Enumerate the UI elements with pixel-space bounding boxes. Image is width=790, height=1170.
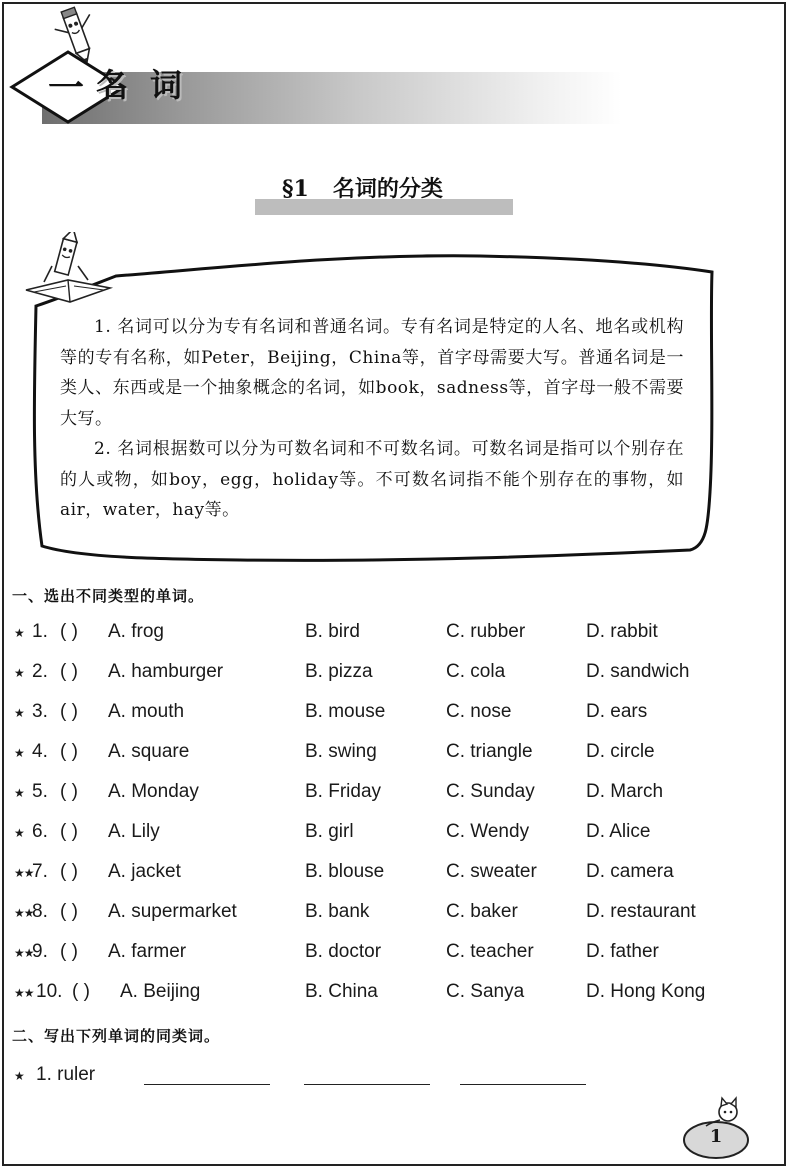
- note-paragraph: 1. 名词可以分为专有名词和普通名词。专有名词是特定的人名、地名或机构等的专有名称，如Peter，Beijing，China等，首字母需要大写。普通名词是一类人、东西或是一个抽象概念的名词，如book，sadness等，首字母一般不需要大写。: [60, 317, 684, 429]
- question-row: [0, 821, 790, 851]
- option-a: A. square: [108, 741, 190, 762]
- option-d: D. camera: [586, 861, 674, 882]
- option-d: D. Alice: [586, 821, 651, 842]
- difficulty-stars: ★★: [14, 986, 34, 1000]
- option-b: B. China: [305, 981, 378, 1002]
- section-title: [282, 172, 443, 203]
- option-b: B. doctor: [305, 941, 382, 962]
- option-b: B. Friday: [305, 781, 382, 802]
- answer-blank[interactable]: ( ): [60, 701, 78, 722]
- answer-blank[interactable]: ( ): [60, 661, 78, 682]
- option-c: C. rubber: [446, 621, 526, 642]
- option-b: B. swing: [305, 741, 377, 762]
- synonym-row: [0, 1064, 790, 1094]
- pencil-reading-icon: [22, 232, 114, 308]
- answer-blank[interactable]: ( ): [60, 861, 78, 882]
- option-d: D. March: [586, 781, 664, 802]
- exercise-2-heading: 二、写出下列单词的同类词。: [12, 1027, 221, 1045]
- difficulty-stars: ★: [14, 826, 24, 840]
- difficulty-stars: ★★: [14, 946, 34, 960]
- answer-blank[interactable]: ( ): [72, 981, 90, 1002]
- option-c: C. Sanya: [446, 981, 525, 1002]
- option-b: B. blouse: [305, 861, 385, 882]
- question-number: 3.: [32, 701, 48, 722]
- option-d: D. Hong Kong: [586, 981, 706, 1002]
- option-a: A. farmer: [108, 941, 187, 962]
- answer-blank[interactable]: ( ): [60, 821, 78, 842]
- chapter-number: 一: [47, 67, 84, 109]
- difficulty-stars: ★★: [14, 866, 34, 880]
- option-a: A. Lily: [108, 821, 160, 842]
- exercise-1-heading: 一、选出不同类型的单词。: [12, 587, 205, 605]
- answer-line[interactable]: [304, 1084, 430, 1085]
- difficulty-stars: ★: [14, 746, 24, 760]
- question-number: 8.: [32, 901, 48, 922]
- option-c: C. triangle: [446, 741, 533, 762]
- option-b: B. pizza: [305, 661, 373, 682]
- option-d: D. ears: [586, 701, 648, 722]
- answer-blank[interactable]: ( ): [60, 941, 78, 962]
- option-c: C. cola: [446, 661, 506, 682]
- question-row: [0, 941, 790, 971]
- option-c: C. Sunday: [446, 781, 535, 802]
- option-d: D. father: [586, 941, 659, 962]
- answer-blank[interactable]: ( ): [60, 901, 78, 922]
- question-row: [0, 781, 790, 811]
- question-number: 2.: [32, 661, 48, 682]
- option-c: C. teacher: [446, 941, 534, 962]
- option-a: A. supermarket: [108, 901, 237, 922]
- page-number: 1: [709, 1126, 723, 1147]
- option-d: D. restaurant: [586, 901, 696, 922]
- question-row: [0, 661, 790, 691]
- answer-line[interactable]: [144, 1084, 270, 1085]
- question-number: 5.: [32, 781, 48, 802]
- question-row: [0, 861, 790, 891]
- answer-blank[interactable]: ( ): [60, 621, 78, 642]
- option-a: A. mouth: [108, 701, 185, 722]
- difficulty-stars: ★: [14, 786, 24, 800]
- option-c: C. Wendy: [446, 821, 530, 842]
- option-b: B. mouse: [305, 701, 386, 722]
- option-a: A. Beijing: [120, 981, 201, 1002]
- difficulty-stars: ★: [14, 706, 24, 720]
- question-number: 10.: [36, 981, 63, 1002]
- option-c: C. baker: [446, 901, 518, 922]
- question-number: 7.: [32, 861, 48, 882]
- option-b: B. girl: [305, 821, 354, 842]
- option-d: D. circle: [586, 741, 655, 762]
- question-row: [0, 621, 790, 651]
- option-a: A. hamburger: [108, 661, 224, 682]
- difficulty-stars: ★: [14, 626, 24, 640]
- question-row: [0, 901, 790, 931]
- answer-line[interactable]: [460, 1084, 586, 1085]
- answer-blank[interactable]: ( ): [60, 781, 78, 802]
- difficulty-stars: ★: [14, 666, 24, 680]
- question-row: [0, 741, 790, 771]
- option-b: B. bank: [305, 901, 370, 922]
- option-a: A. jacket: [108, 861, 181, 882]
- option-d: D. sandwich: [586, 661, 690, 682]
- difficulty-stars: ★★: [14, 906, 34, 920]
- synonym-word: 1. ruler: [36, 1064, 96, 1085]
- notes-text: [60, 312, 684, 526]
- question-number: 6.: [32, 821, 48, 842]
- section-name: 名词的分类: [332, 176, 443, 202]
- option-c: C. sweater: [446, 861, 537, 882]
- difficulty-stars: ★: [14, 1069, 24, 1083]
- answer-blank[interactable]: ( ): [60, 741, 78, 762]
- question-number: 1.: [32, 621, 48, 642]
- question-row: [0, 981, 790, 1011]
- chapter-title: 名词: [96, 66, 205, 104]
- option-a: A. frog: [108, 621, 164, 642]
- option-a: A. Monday: [108, 781, 199, 802]
- option-d: D. rabbit: [586, 621, 658, 642]
- question-row: [0, 701, 790, 731]
- note-paragraph: 2. 名词根据数可以分为可数名词和不可数名词。可数名词是指可以个别存在的人或物，如boy，egg，holiday等。不可数名词指不能个别存在的事物，如air，water，hay等。: [60, 439, 684, 520]
- section-number: §1: [282, 176, 309, 202]
- question-number: 9.: [32, 941, 48, 962]
- question-number: 4.: [32, 741, 48, 762]
- option-b: B. bird: [305, 621, 360, 642]
- option-c: C. nose: [446, 701, 512, 722]
